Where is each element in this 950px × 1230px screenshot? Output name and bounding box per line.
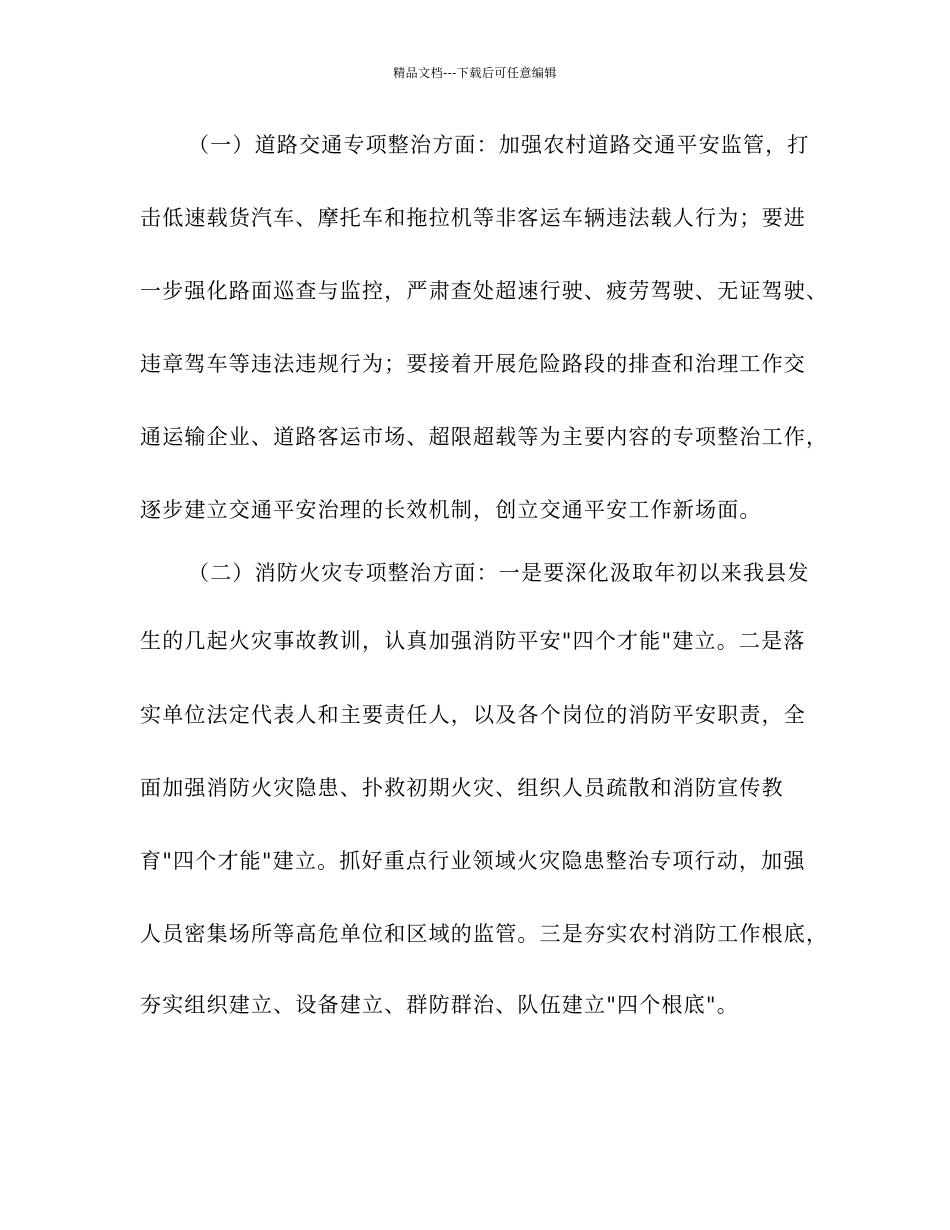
paragraph-2-line-7: 夯实组织建立、设备建立、群防群治、队伍建立"四个根底"。 — [140, 993, 739, 1017]
paragraph-1-line-3: 一步强化路面巡查与监控，严肃查处超速行驶、疲劳驾驶、无证驾驶、 — [140, 279, 829, 303]
paragraph-2-line-2: 生的几起火灾事故教训，认真加强消防平安"四个才能"建立。二是落 — [140, 629, 806, 653]
paragraph-1-line-4: 违章驾车等违法违规行为；要接着开展危险路段的排查和治理工作交 — [140, 352, 806, 376]
page-header: 精品文档---下载后可任意编辑 — [393, 66, 557, 80]
paragraph-1-line-5: 通运输企业、道路客运市场、超限超载等为主要内容的专项整治工作， — [140, 425, 829, 449]
paragraph-2-line-1: （二）消防火灾专项整治方面：一是要深化汲取年初以来我县发 — [188, 561, 810, 585]
paragraph-2-line-6: 人员密集场所等高危单位和区域的监管。三是夯实农村消防工作根底， — [140, 922, 829, 946]
paragraph-1-line-6: 逐步建立交通平安治理的长效机制，创立交通平安工作新场面。 — [140, 498, 762, 522]
paragraph-1-line-2: 击低速载货汽车、摩托车和拖拉机等非客运车辆违法载人行为；要进 — [140, 206, 806, 230]
paragraph-2-line-3: 实单位法定代表人和主要责任人，以及各个岗位的消防平安职责，全 — [140, 703, 806, 727]
paragraph-2-line-5: 育"四个才能"建立。抓好重点行业领域火灾隐患整治专项行动，加强 — [140, 849, 806, 873]
paragraph-2-line-4: 面加强消防火灾隐患、扑救初期火灾、组织人员疏散和消防宣传教 — [140, 776, 784, 800]
paragraph-1-line-1: （一）道路交通专项整治方面：加强农村道路交通平安监管，打 — [188, 133, 810, 157]
